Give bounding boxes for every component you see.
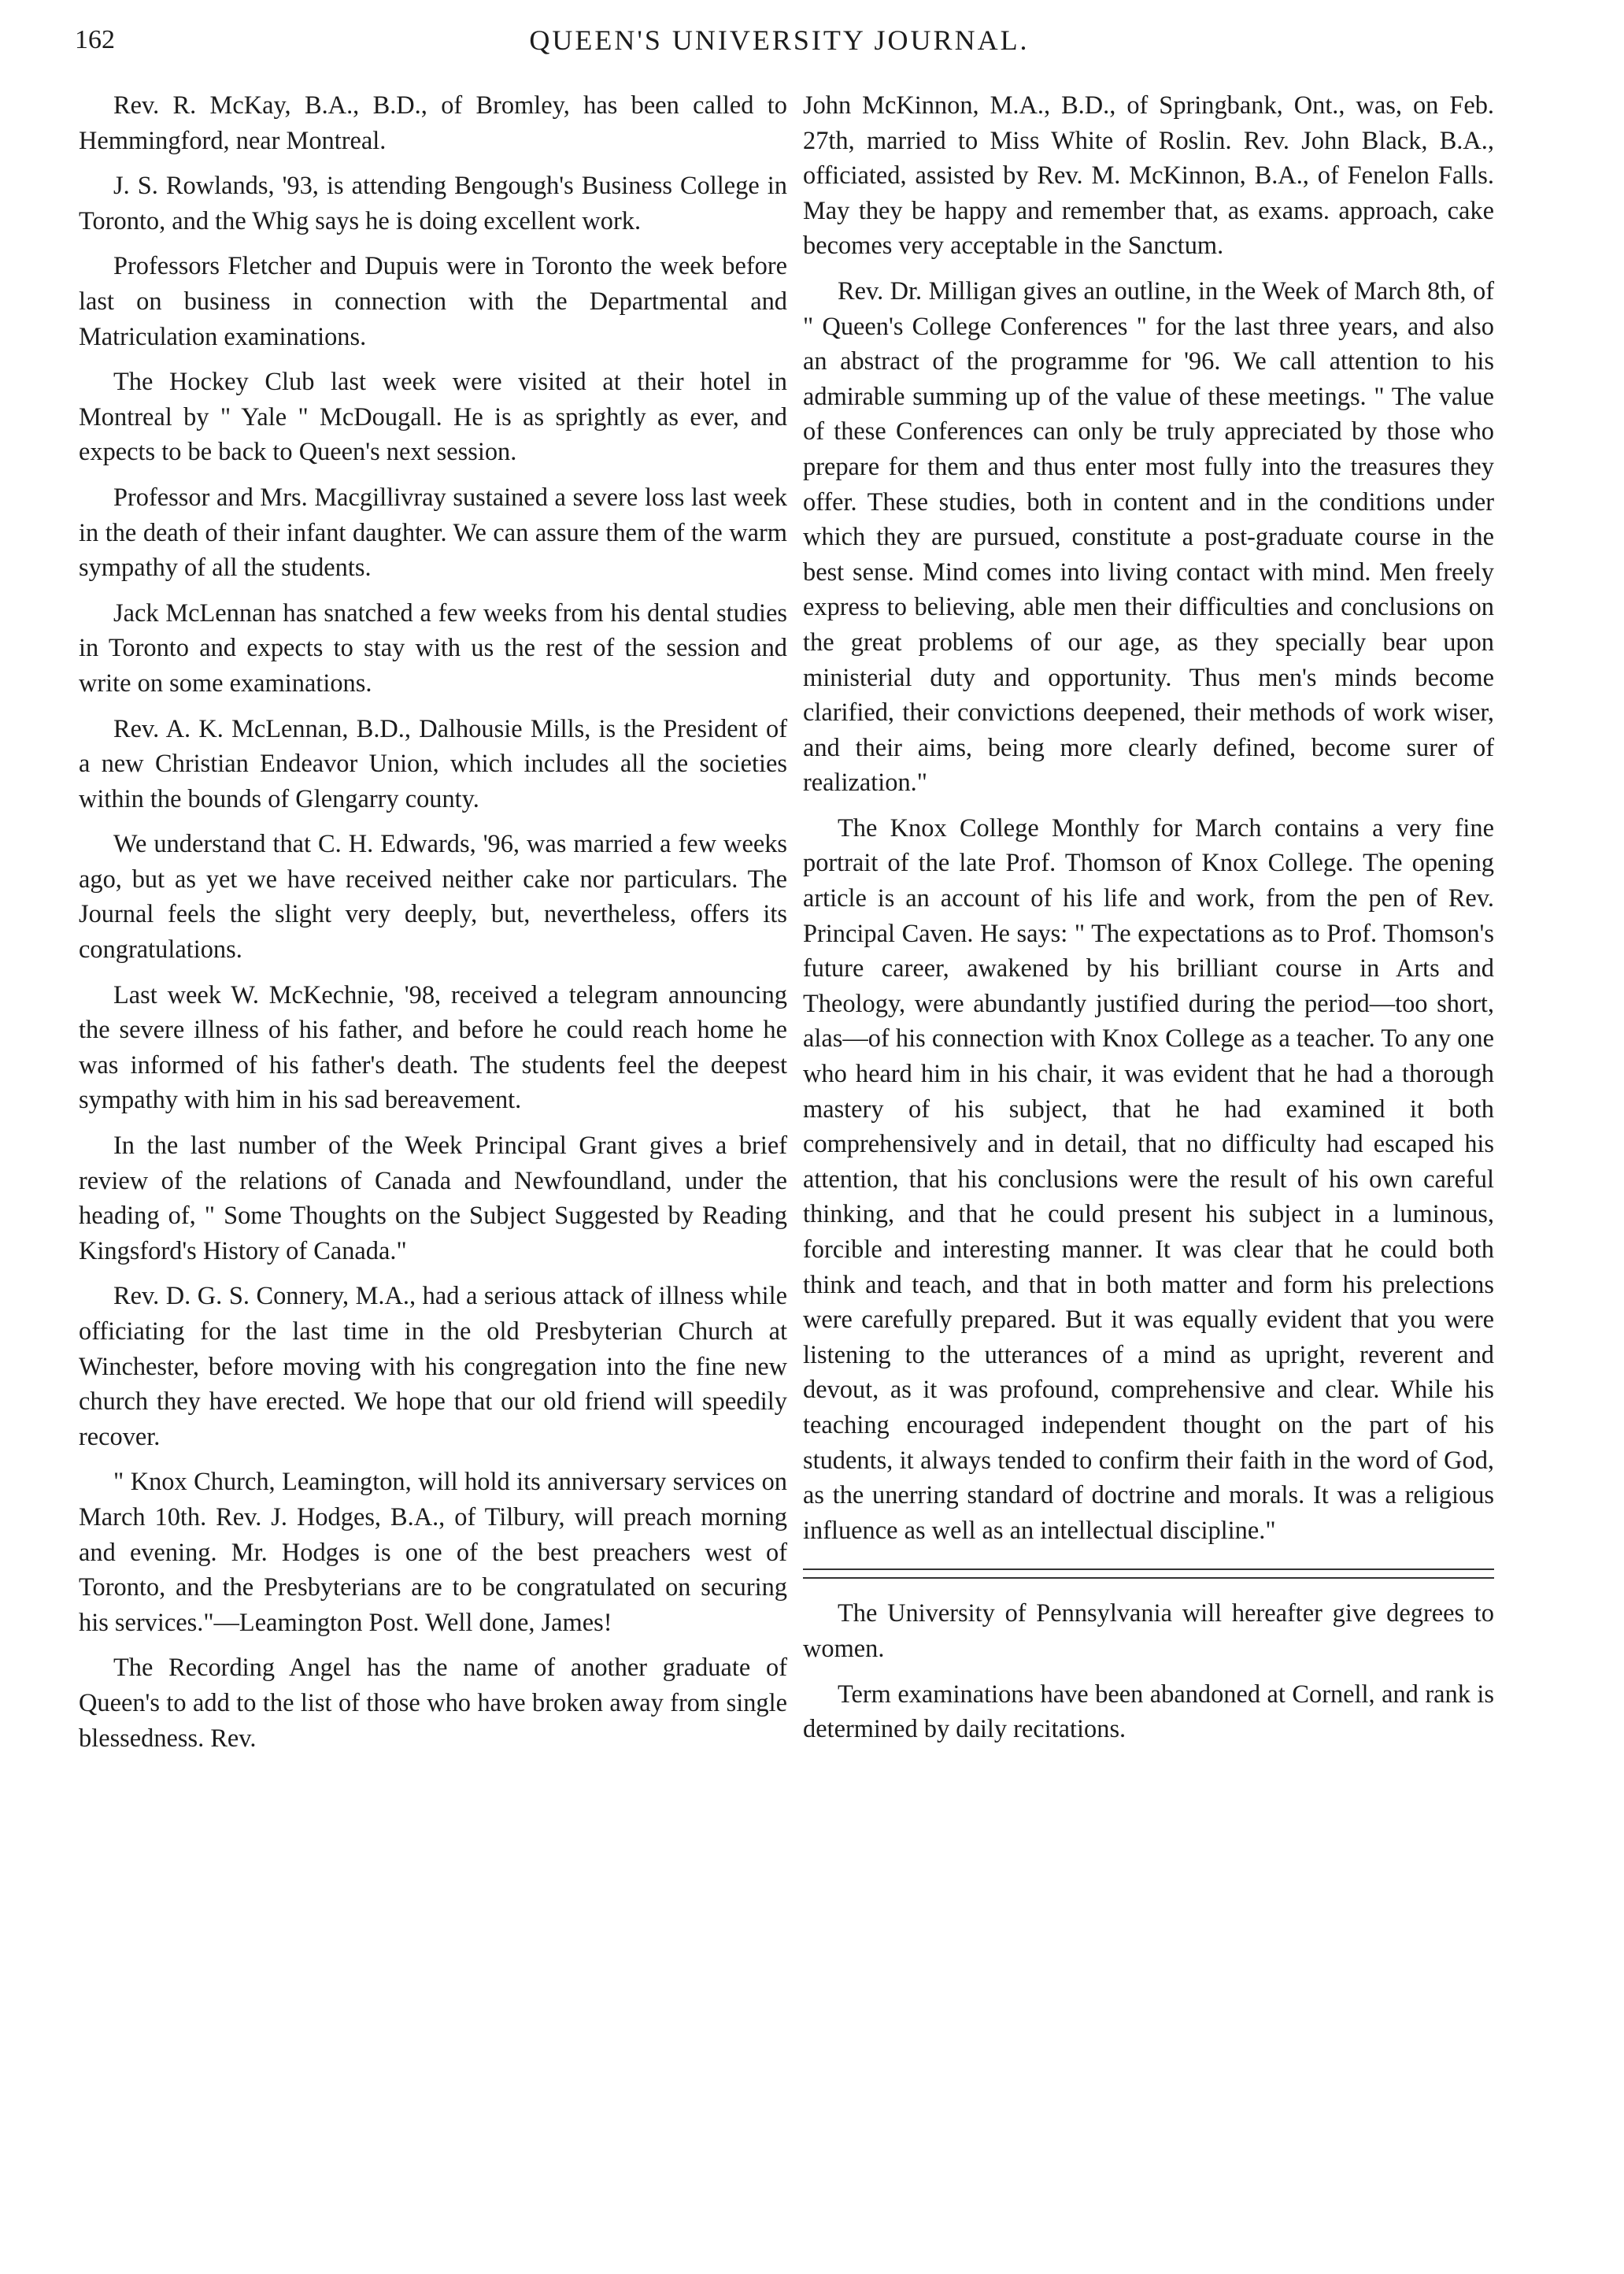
news-item: The Knox College Monthly for March contains a very fine portrait of the late Prof. Thomson of Knox College. The opening article is an account of his life and work, from the pen of Rev. Principal Caven. He says: " The expectations as to Prof. Thomson's future career, awakened by his brilliant course in Arts and Theology, were abundantly justified during the period—too short, alas—of his connection with Knox College as a teacher. To any one who heard him in his chair, it was evident that he had a thorough mastery of his subject, that he had examined it both comprehensively and in detail, that no difficulty had escaped his attention, that his conclusions were the result of his own careful thinking, and that he could present his subject in a luminous, forcible and interesting manner. It was clear that he could both think and teach, and that in both matter and form his prelections were carefully prepared. But it was equally evident that you were listening to the utterances of a mind as upright, reverent and devout, as it was profound, comprehensive and clear. While his teaching encouraged independent thought on the part of his students, it always tended to confirm their faith in the word of God, as the unerring standard of doctrine and morals. It was a religious influence as well as an intellectual discipline."	[803, 813, 1494, 1545]
news-item-continued: John McKinnon, M.A., B.D., of Springbank, Ont., was, on Feb. 27th, married to Miss White of Roslin. Rev. John Black, B.A., officiated, assisted by Rev. M. McKinnon, B.A., of Fenelon Falls. May they be happy and remember that, as exams. approach, cake becomes very acceptable in the Sanctum.	[803, 91, 1494, 261]
news-item: J. S. Rowlands, '93, is attending Bengough's Business College in Toronto, and the Whig says he is doing excellent work.	[79, 172, 787, 235]
page-number: 162	[75, 25, 115, 54]
news-item: Rev. D. G. S. Connery, M.A., had a serious attack of illness while officiating for the last time in the old Presbyterian Church at Winchester, before moving with his congregation into the fine new church they have erected. We hope that our old friend will speedily recover.	[79, 1282, 787, 1451]
right-column	[803, 88, 1494, 1747]
news-item: Rev. R. McKay, B.A., B.D., of Bromley, has been called to Hemmingford, near Montreal.	[79, 91, 787, 155]
news-item: Rev. Dr. Milligan gives an outline, in the Week of March 8th, of " Queen's College Conferences " for the last three years, and also an abstract of the programme for '96. We call attention to his admirable summing up of the value of these meetings. " The value of these Conferences can only be truly appreciated by those who prepare for them and thus enter most fully into the treasures they offer. These studies, both in content and in the conditions under which they are pursued, constitute a post-graduate course in the best sense. Mind comes into living contact with mind. Men freely express to believing, able men their difficulties and conclusions on the great problems of our age, as they specially bear upon ministerial duty and opportunity. Thus men's minds become clarified, their convictions deepened, their methods of work wiser, and their aims, being more clearly defined, become surer of realization."	[803, 276, 1494, 798]
double-rule-divider	[803, 1568, 1494, 1579]
news-item: In the last number of the Week Principal Grant gives a brief review of the relations of Canada and Newfoundland, under the heading of, " Some Thoughts on the Subject Suggested by Reading Kingsford's History of Canada."	[79, 1131, 787, 1265]
news-item: We understand that C. H. Edwards, '96, was married a few weeks ago, but as yet we have received neither cake nor particulars. The Journal feels the slight very deeply, but, nevertheless, offers its congratulations.	[79, 830, 787, 965]
news-item: Jack McLennan has snatched a few weeks from his dental studies in Toronto and expects to stay with us the rest of the session and write on some examinations.	[79, 598, 787, 698]
journal-title: QUEEN'S UNIVERSITY JOURNAL.	[529, 24, 1030, 56]
news-item: Last week W. McKechnie, '98, received a telegram announcing the severe illness of his father, and before he could reach home he was informed of his father's death. The students feel the deepest sympathy with him in his sad bereavement.	[79, 980, 787, 1115]
news-item: " Knox Church, Leamington, will hold its anniversary services on March 10th. Rev. J. Hodges, B.A., of Tilbury, will preach morning and evening. Mr. Hodges is one of the best preachers west of Toronto, and the Presbyterians are to be congratulated on securing his services."—Leamington Post. Well done, James!	[79, 1468, 787, 1637]
news-item: Professor and Mrs. Macgillivray sustained a severe loss last week in the death of their infant daughter. We can assure them of the warm sympathy of all the students.	[79, 483, 787, 583]
news-item: Professors Fletcher and Dupuis were in Toronto the week before last on business in connection with the Departmental and Matriculation examinations.	[79, 252, 787, 351]
news-item: The Hockey Club last week were visited at their hotel in Montreal by " Yale " McDougall. He is as sprightly as ever, and expects to be back to Queen's next session.	[79, 368, 787, 467]
news-item: The University of Pennsylvania will hereafter give degrees to women.	[803, 1599, 1494, 1663]
news-item: Rev. A. K. McLennan, B.D., Dalhousie Mills, is the President of a new Christian Endeavor Union, which includes all the societies within the bounds of Glengarry county.	[79, 714, 787, 813]
news-item: The Recording Angel has the name of another graduate of Queen's to add to the list of those who have broken away from single blessedness. Rev.	[79, 1654, 787, 1753]
left-column	[79, 88, 787, 1756]
news-item: Term examinations have been abandoned at Cornell, and rank is determined by daily recitations.	[803, 1680, 1494, 1744]
page-header	[75, 24, 1484, 63]
